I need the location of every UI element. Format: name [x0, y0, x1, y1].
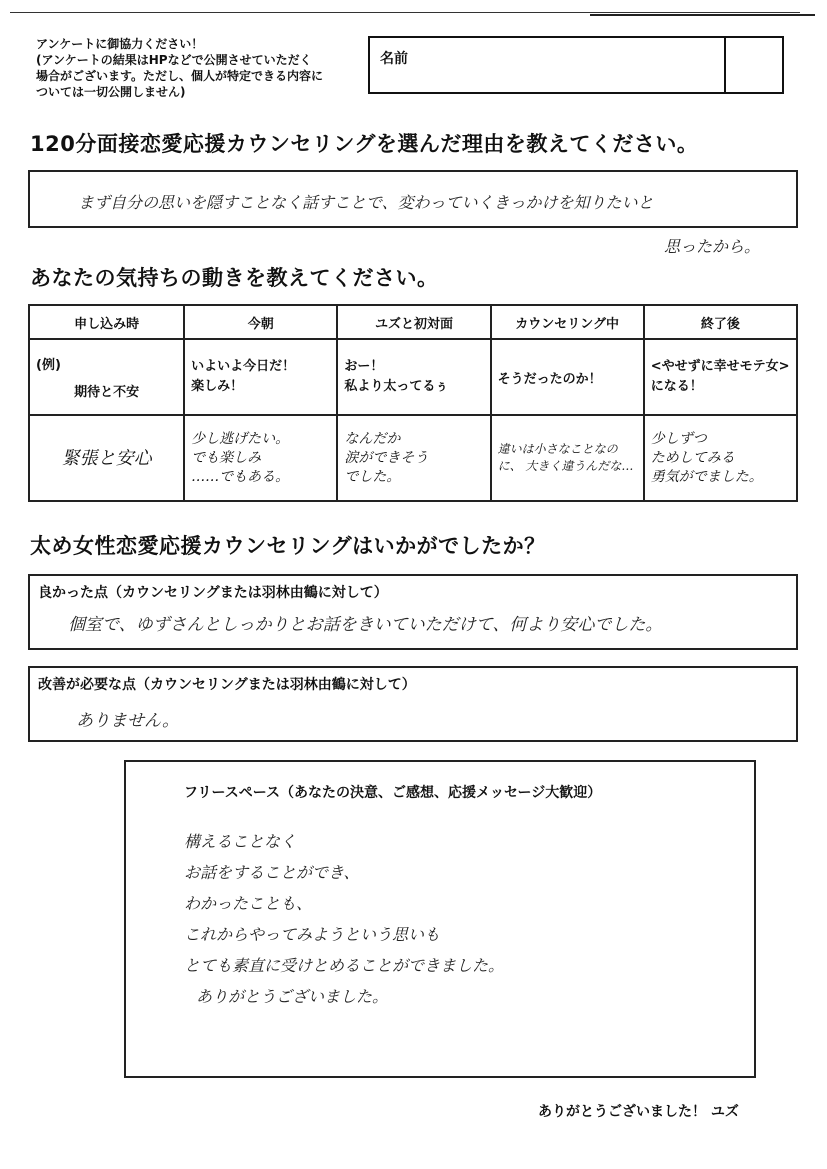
free-line: これからやってみようという思いも — [184, 925, 441, 944]
improvement-box[interactable] — [28, 666, 798, 742]
good-points-answer: 個室で、ゆずさんとしっかりとお話をきいていただけて、何より安心でした。 — [68, 615, 663, 635]
q1-answer-line1: まず自分の思いを隠すことなく話すことで、変わっていくきっかけを知りたいと — [78, 193, 654, 212]
free-space-label: フリースペース（あなたの決意、ご感想、応援メッセージ大歓迎） — [184, 785, 602, 801]
name-label: 名前 — [380, 51, 408, 67]
improvement-answer: ありません。 — [76, 711, 180, 731]
answer-apply[interactable]: 緊張と安心 — [29, 415, 184, 501]
answer-this-morning[interactable]: 少し逃げたい。 でも楽しみ ……でもある。 — [184, 415, 337, 501]
answer-first-meeting[interactable]: なんだか 涙ができそう でした。 — [337, 415, 490, 501]
q2-title: あなたの気持ちの動きを教えてください。 — [30, 266, 439, 290]
improvement-label: 改善が必要な点（カウンセリングまたは羽林由鶴に対して） — [38, 677, 416, 693]
example-apply: 期待と不安 — [74, 385, 140, 400]
top-rule — [10, 12, 800, 13]
example-this-morning: いよいよ今日だ！ 楽しみ！ — [184, 339, 337, 415]
answer-after[interactable]: 少しずつ ためしてみる 勇気がでました。 — [644, 415, 797, 501]
free-space-box[interactable] — [124, 760, 756, 1078]
example-after: <やせずに幸せモテ女>になる！ — [644, 339, 797, 415]
free-line: とても素直に受けとめることができました。 — [184, 956, 505, 975]
free-line: ありがとうございました。 — [196, 987, 389, 1006]
col-after: 終了後 — [644, 305, 797, 339]
feelings-example-row — [29, 339, 797, 415]
example-during-counseling: そうだったのか！ — [491, 339, 644, 415]
col-during-counseling: カウンセリング中 — [491, 305, 644, 339]
feelings-table — [28, 304, 798, 502]
free-line: わかったことも、 — [184, 894, 313, 913]
col-this-morning: 今朝 — [184, 305, 337, 339]
col-first-meeting: ユズと初対面 — [337, 305, 490, 339]
q1-title: 120分面接恋愛応援カウンセリングを選んだ理由を教えてください。 — [30, 132, 699, 156]
good-points-label: 良かった点（カウンセリングまたは羽林由鶴に対して） — [38, 585, 388, 601]
free-line: お話をすることができ、 — [184, 863, 360, 882]
q3-title: 太め女性恋愛応援カウンセリングはいかがでしたか？ — [30, 534, 546, 558]
survey-intro: アンケートに御協力ください！ (アンケートの結果はHPなどで公開させていただく 場合がございます。ただし、個人が特定できる内容に ついては一切公開しません) — [36, 37, 324, 99]
good-points-box[interactable] — [28, 574, 798, 650]
example-label: (例) — [36, 358, 61, 373]
col-apply: 申し込み時 — [29, 305, 184, 339]
footer-thanks: ありがとうございました！ ユズ — [538, 1104, 739, 1120]
free-space-answer — [184, 826, 504, 1012]
feelings-answer-row — [29, 415, 797, 501]
name-box-divider — [724, 38, 726, 92]
answer-during-counseling[interactable]: 違いは小さなことなのに、 大きく違うんだな… — [491, 415, 644, 501]
top-rule-right — [590, 14, 815, 16]
example-cell-apply — [29, 339, 184, 415]
example-first-meeting: おー！ 私より太ってるぅ — [337, 339, 490, 415]
feelings-header-row — [29, 305, 797, 339]
name-field[interactable] — [368, 36, 784, 94]
q1-answer-line2: 思ったから。 — [664, 237, 761, 256]
q1-answer-box[interactable] — [28, 170, 798, 228]
free-line: 構えることなく — [184, 832, 297, 851]
